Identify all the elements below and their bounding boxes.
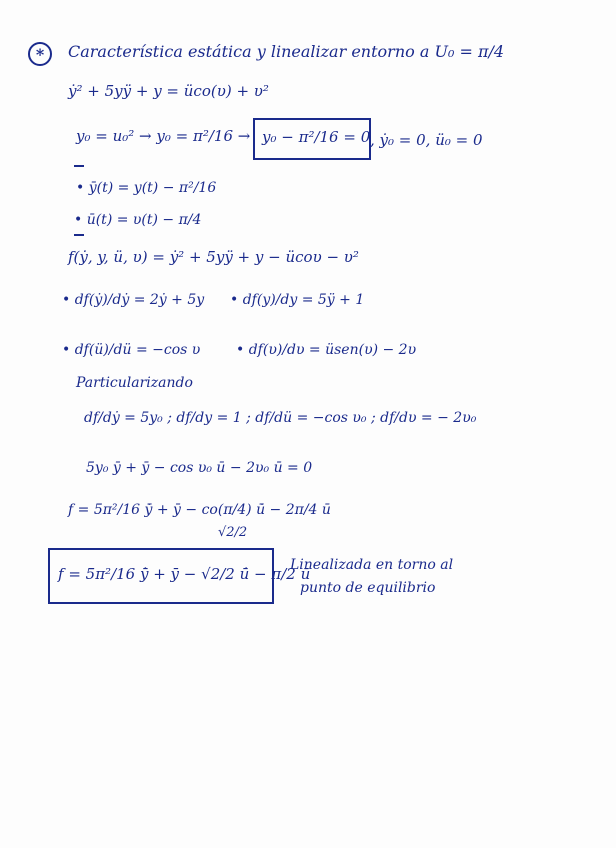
equilibrium-derivatives: , ẏ₀ = 0, ü₀ = 0: [370, 131, 483, 149]
dash-mark: [74, 234, 84, 236]
linear-equation-general: 5y₀ ȳ + ȳ − cos υ₀ ū − 2υ₀ ū = 0: [86, 460, 313, 476]
title-line: Característica estática y linealizar entorno a U₀ = π/4: [68, 42, 505, 61]
linear-equation-substituted: f = 5π²/16 ȳ̇ + ȳ − co(π/4) ū̇ − 2π/4 ū: [68, 502, 331, 518]
cos-value-note: √2/2: [218, 525, 248, 540]
deviation-y: • ȳ(t) = y(t) − π²/16: [76, 180, 217, 196]
equation-differential: ẏ² + 5yÿ + y = üco(υ) + υ²: [68, 82, 269, 100]
partial-derivative-ydot: • df(ẏ)/dẏ = 2ẏ + 5y: [62, 292, 205, 308]
note-line-2: punto de equilibrio: [300, 580, 436, 596]
partial-derivative-u: • df(υ)/dυ = üsen(υ) − 2υ: [236, 342, 417, 358]
note-line-1: Linealizada en torno al: [290, 557, 454, 573]
particularizando-label: Particularizando: [76, 375, 193, 391]
partial-derivative-udot: • df(ü)/dü = −cos υ: [62, 342, 201, 358]
boxed-static-text: y₀ − π²/16 = 0: [262, 128, 371, 146]
function-definition: f(ẏ, y, ü, υ) = ẏ² + 5yÿ + y − ücoυ − υ²: [68, 248, 359, 266]
final-linearized-equation: f = 5π²/16 ȳ̇ + ȳ − √2/2 ū̇ − π/2 ū: [58, 565, 311, 583]
equation-steady-state: y₀ = u₀² → y₀ = π²/16 →: [76, 127, 251, 145]
deviation-u: • ū(t) = υ(t) − π/4: [74, 212, 202, 228]
partial-derivative-y: • df(y)/dy = 5ÿ + 1: [230, 292, 365, 308]
evaluated-derivatives: df/dẏ = 5y₀ ; df/dy = 1 ; df/dü = −cos υ₀ ; df/dυ = − 2υ₀: [84, 410, 477, 426]
dash-mark: [74, 165, 84, 167]
asterisk-circle-icon: *: [28, 42, 52, 66]
